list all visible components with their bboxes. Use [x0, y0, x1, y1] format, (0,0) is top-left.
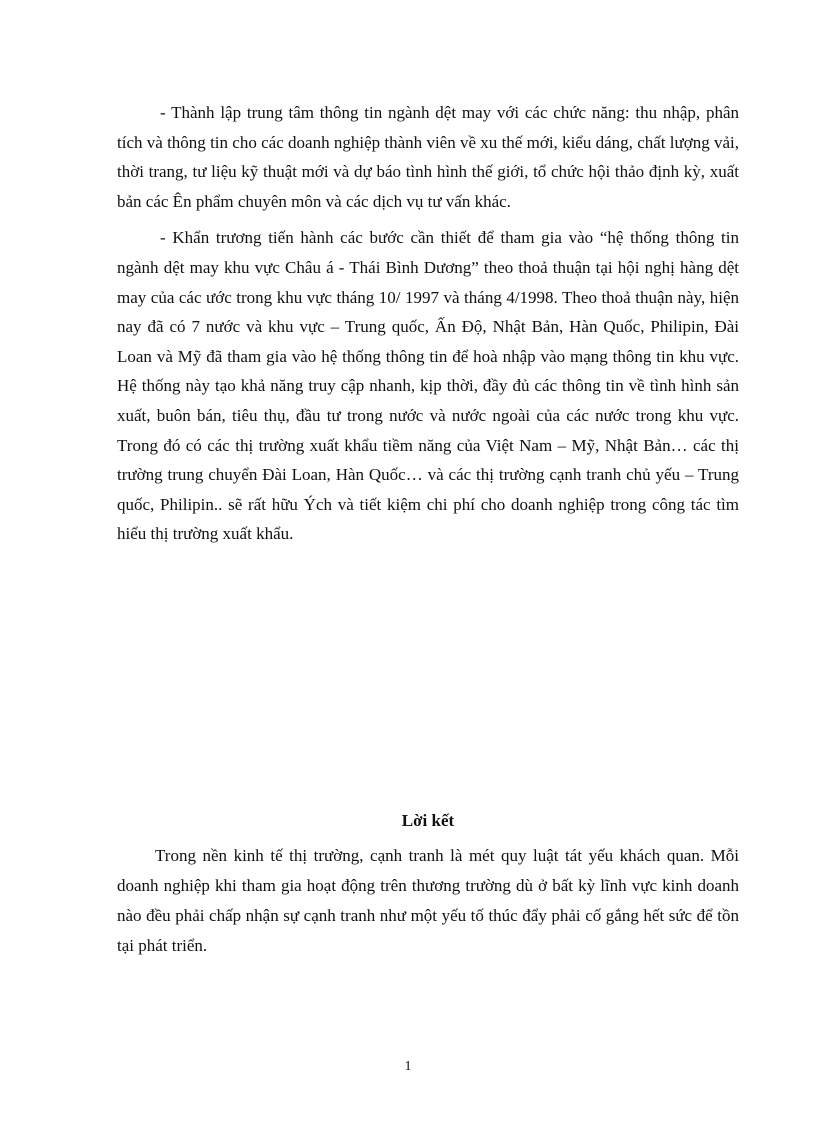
paragraph-regional-info-system: - Khẩn trương tiến hành các bước cần thiết để tham gia vào “hệ thống thông tin ngành dệt may khu vực Châu á - Thái Bình Dương” theo thoả thuận tại hội nghị hàng dệt may của các ước trong khu vực tháng 10/ 1997 và tháng 4/1998. Theo thoả thuận này, hiện nay đã có 7 nước và khu vực – Trung quốc, Ấn Độ, Nhật Bản, Hàn Quốc, Philipin, Đài Loan và Mỹ đã tham gia vào hệ thống thông tin để hoà nhập vào mạng thông tin khu vực. Hệ thống này tạo khả năng truy cập nhanh, kịp thời, đầy đủ các thông tin về tình hình sản xuất, buôn bán, tiêu thụ, đầu tư trong nước và nước ngoài của các nước trong khu vực. Trong đó có các thị trường xuất khẩu tiềm năng của Việt Nam – Mỹ, Nhật Bản… các thị trường trung chuyển Đài Loan, Hàn Quốc… và các thị trường cạnh tranh chủ yếu – Trung quốc, Philipin.. sẽ rất hữu Ých và tiết kiệm chi phí cho doanh nghiệp trong công tác tìm hiểu thị trường xuất khẩu. — [117, 228, 739, 544]
conclusion-heading: Lời kết — [401, 811, 455, 830]
document-body — [117, 98, 739, 549]
conclusion-section — [117, 841, 739, 961]
conclusion-paragraph: Trong nền kinh tế thị trường, cạnh tranh là mét quy luật tát yếu khách quan. Mỗi doanh nghiệp khi tham gia hoạt động trên thương trường dù ở bất kỳ lĩnh vực kinh doanh nào đều phải chấp nhận sự cạnh tranh như một yếu tố thúc đẩy phải cố gắng hết sức để tồn tại phát triển. — [117, 846, 739, 955]
paragraph-info-center: - Thành lập trung tâm thông tin ngành dệt may với các chức năng: thu nhập, phân tích và thông tin cho các doanh nghiệp thành viên về xu thế mới, kiểu dáng, chất lượng vải, thời trang, tư liệu kỹ thuật mới và dự báo tình hình thế giới, tổ chức hội thảo định kỳ, xuất bản các Ên phẩm chuyên môn và các dịch vụ tư vấn khác. — [117, 103, 739, 211]
page-number: 1 — [404, 1059, 412, 1074]
